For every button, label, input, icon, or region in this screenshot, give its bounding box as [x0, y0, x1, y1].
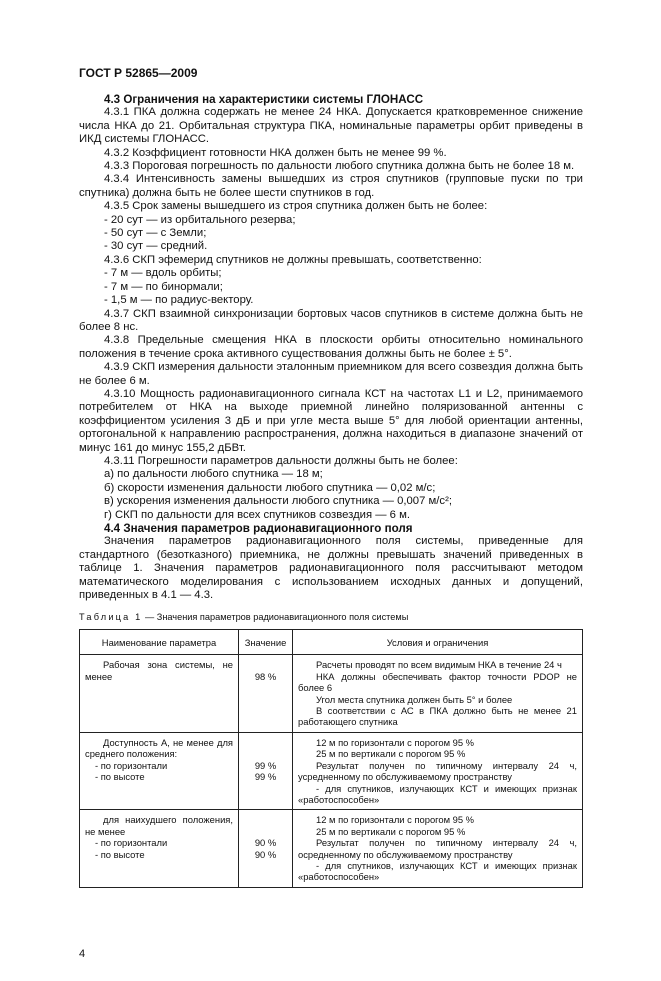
- parameters-table: [79, 629, 583, 887]
- table-row: [80, 732, 583, 809]
- section-4-4-paragraph: Значения параметров радионавигационного поля системы, приведенные для стандартного (безотказного) приемника, не должны превышать значений приведенных в таблице 1. Значения параметров радионавигационного поля рассчитывают методом математического моделирования с использованием исходных данных и допущений, приведенных в 4.1 — 4.3.: [79, 535, 583, 602]
- condition-text: 25 м по вертикали с порогом 95 %: [316, 748, 466, 760]
- paragraph: 4.3.5 Срок замены вышедшего из строя спутника должен быть не более:: [104, 200, 488, 213]
- parameter-name: - по горизонтали: [95, 837, 168, 849]
- paragraph: г) СКП по дальности для всех спутников созвездия — 6 м.: [104, 508, 410, 521]
- parameter-name: - по высоте: [95, 771, 145, 783]
- paragraph: - 20 сут — из орбитального резерва;: [104, 213, 296, 226]
- paragraph: 4.3.1 ПКА должна содержать не менее 24 НКА. Допускается кратковременное снижение числа НКА до 21. Орбитальная структура ПКА, номинальные параметры орбит приведены в ИКД системы ГЛОНАСС.: [79, 106, 583, 146]
- page-number: 4: [79, 947, 86, 960]
- parameter-name: - по горизонтали: [95, 759, 168, 771]
- paragraph: 4.3.3 Пороговая погрешность по дальности любого спутника должна быть не более 18 м.: [104, 160, 575, 173]
- value-cell: [239, 732, 293, 809]
- parameter-value: 98 %: [254, 670, 277, 682]
- column-header: Значение: [239, 630, 293, 655]
- parameter-name: для наихудшего положения, не менее: [85, 814, 233, 837]
- conditions-cell: [293, 655, 583, 732]
- section-heading-4-4: 4.4 Значения параметров радионавигационного поля: [104, 522, 413, 535]
- table-row: [80, 655, 583, 732]
- paragraph: 4.3.2 Коэффициент готовности НКА должен быть не менее 99 %.: [104, 146, 447, 159]
- value-cell: [239, 810, 293, 887]
- paragraph: 4.3.9 СКП измерения дальности эталонным приемником для всего созвездия должна быть не более 6 м.: [79, 361, 583, 387]
- column-header: Условия и ограничения: [293, 630, 583, 655]
- paragraph: 4.3.6 СКП эфемерид спутников не должны превышать, соответственно:: [104, 253, 482, 266]
- condition-text: Результат получен по типичному интервалу 24 ч, усредненному по обслуживаемому пространству: [298, 759, 577, 783]
- document-body: [79, 93, 583, 602]
- column-header: Наименование параметра: [80, 630, 239, 655]
- condition-text: 25 м по вертикали с порогом 95 %: [316, 825, 466, 837]
- value-spacer: [244, 659, 287, 670]
- condition-text: В соответствии с АС в ПКА должно быть не менее 21 работающего спутника: [298, 705, 577, 728]
- parameter-name: Рабочая зона системы, не менее: [85, 659, 233, 682]
- parameter-name: Доступность А, не менее для среднего положения:: [85, 736, 233, 760]
- paragraph: а) по дальности любого спутника — 18 м;: [104, 468, 323, 481]
- table-caption-text: — Значения параметров радионавигационного поля системы: [142, 612, 409, 623]
- condition-text: 12 м по горизонтали с порогом 95 %: [316, 736, 475, 748]
- paragraph: б) скорости изменения дальности любого спутника — 0,02 м/с;: [104, 481, 436, 494]
- parameter-value: 99 %: [254, 759, 277, 771]
- paragraph: 4.3.10 Мощность радионавигационного сигнала КСТ на частотах L1 и L2, принимаемого потребителем от НКА на выходе приемной линейно поляризованной антенны с коэффициентом усиления 3 дБ и при угле места выше 5° для любой ориентации антенны, ортогональной к направлению распространения, должна находиться в диапазоне значений от минус 161 до минус 155,2 дБВт.: [79, 387, 583, 454]
- document-header: ГОСТ Р 52865—2009: [79, 66, 198, 80]
- condition-text: Результат получен по типичному интервалу 24 ч, осредненному по обслуживаемому пространству: [298, 837, 577, 860]
- parameter-name: - по высоте: [95, 848, 145, 860]
- condition-text: 12 м по горизонтали с порогом 95 %: [316, 814, 475, 826]
- paragraph: 4.3.8 Предельные смещения НКА в плоскости орбиты относительно номинального положения в течение срока активного существования должны быть не более ± 5°.: [79, 334, 583, 360]
- paragraph: - 1,5 м — по радиус-вектору.: [104, 294, 254, 307]
- paragraph: - 30 сут — средний.: [104, 240, 208, 253]
- paragraph: 4.3.7 СКП взаимной синхронизации бортовых часов спутников в системе должна быть не более 8 нс.: [79, 307, 583, 333]
- paragraph: 4.3.11 Погрешности параметров дальности должны быть не более:: [104, 454, 458, 467]
- section-4-3-paragraphs: [79, 106, 583, 522]
- parameter-name-cell: [80, 732, 239, 809]
- paragraph: - 7 м — по бинормали;: [104, 280, 223, 293]
- parameter-value: 90 %: [254, 837, 277, 849]
- paragraph: - 50 сут — с Земли;: [104, 227, 207, 240]
- condition-text: - для спутников, излучающих КСТ и имеющих признак «работоспособен»: [298, 859, 577, 883]
- value-spacer: [244, 814, 287, 837]
- paragraph: 4.3.4 Интенсивность замены вышедших из строя спутников (групповые пуски по три спутника) должна быть не более шести спутников в год.: [79, 173, 583, 199]
- parameter-name-cell: [80, 655, 239, 732]
- table-caption: [79, 612, 583, 623]
- condition-text: - для спутников, излучающих КСТ и имеющих признак «работоспособен»: [298, 782, 577, 805]
- paragraph: в) ускорения изменения дальности любого спутника — 0,007 м/с²;: [104, 495, 452, 508]
- condition-text: Угол места спутника должен быть 5° и более: [316, 693, 513, 705]
- table-header-row: [80, 630, 583, 655]
- conditions-cell: [293, 810, 583, 887]
- parameter-value: 99 %: [254, 771, 277, 783]
- section-heading-4-3: 4.3 Ограничения на характеристики системы ГЛОНАСС: [104, 93, 424, 106]
- parameter-value: 90 %: [254, 848, 277, 860]
- parameter-name-cell: [80, 810, 239, 887]
- conditions-cell: [293, 732, 583, 809]
- value-spacer: [244, 737, 287, 760]
- paragraph: - 7 м — вдоль орбиты;: [104, 267, 222, 280]
- table-caption-label: Таблица 1: [79, 612, 143, 623]
- condition-text: НКА должны обеспечивать фактор точности PDOP не более 6: [298, 670, 577, 694]
- value-cell: [239, 655, 293, 732]
- table-row: [80, 810, 583, 887]
- condition-text: Расчеты проводят по всем видимым НКА в течение 24 ч: [316, 659, 562, 671]
